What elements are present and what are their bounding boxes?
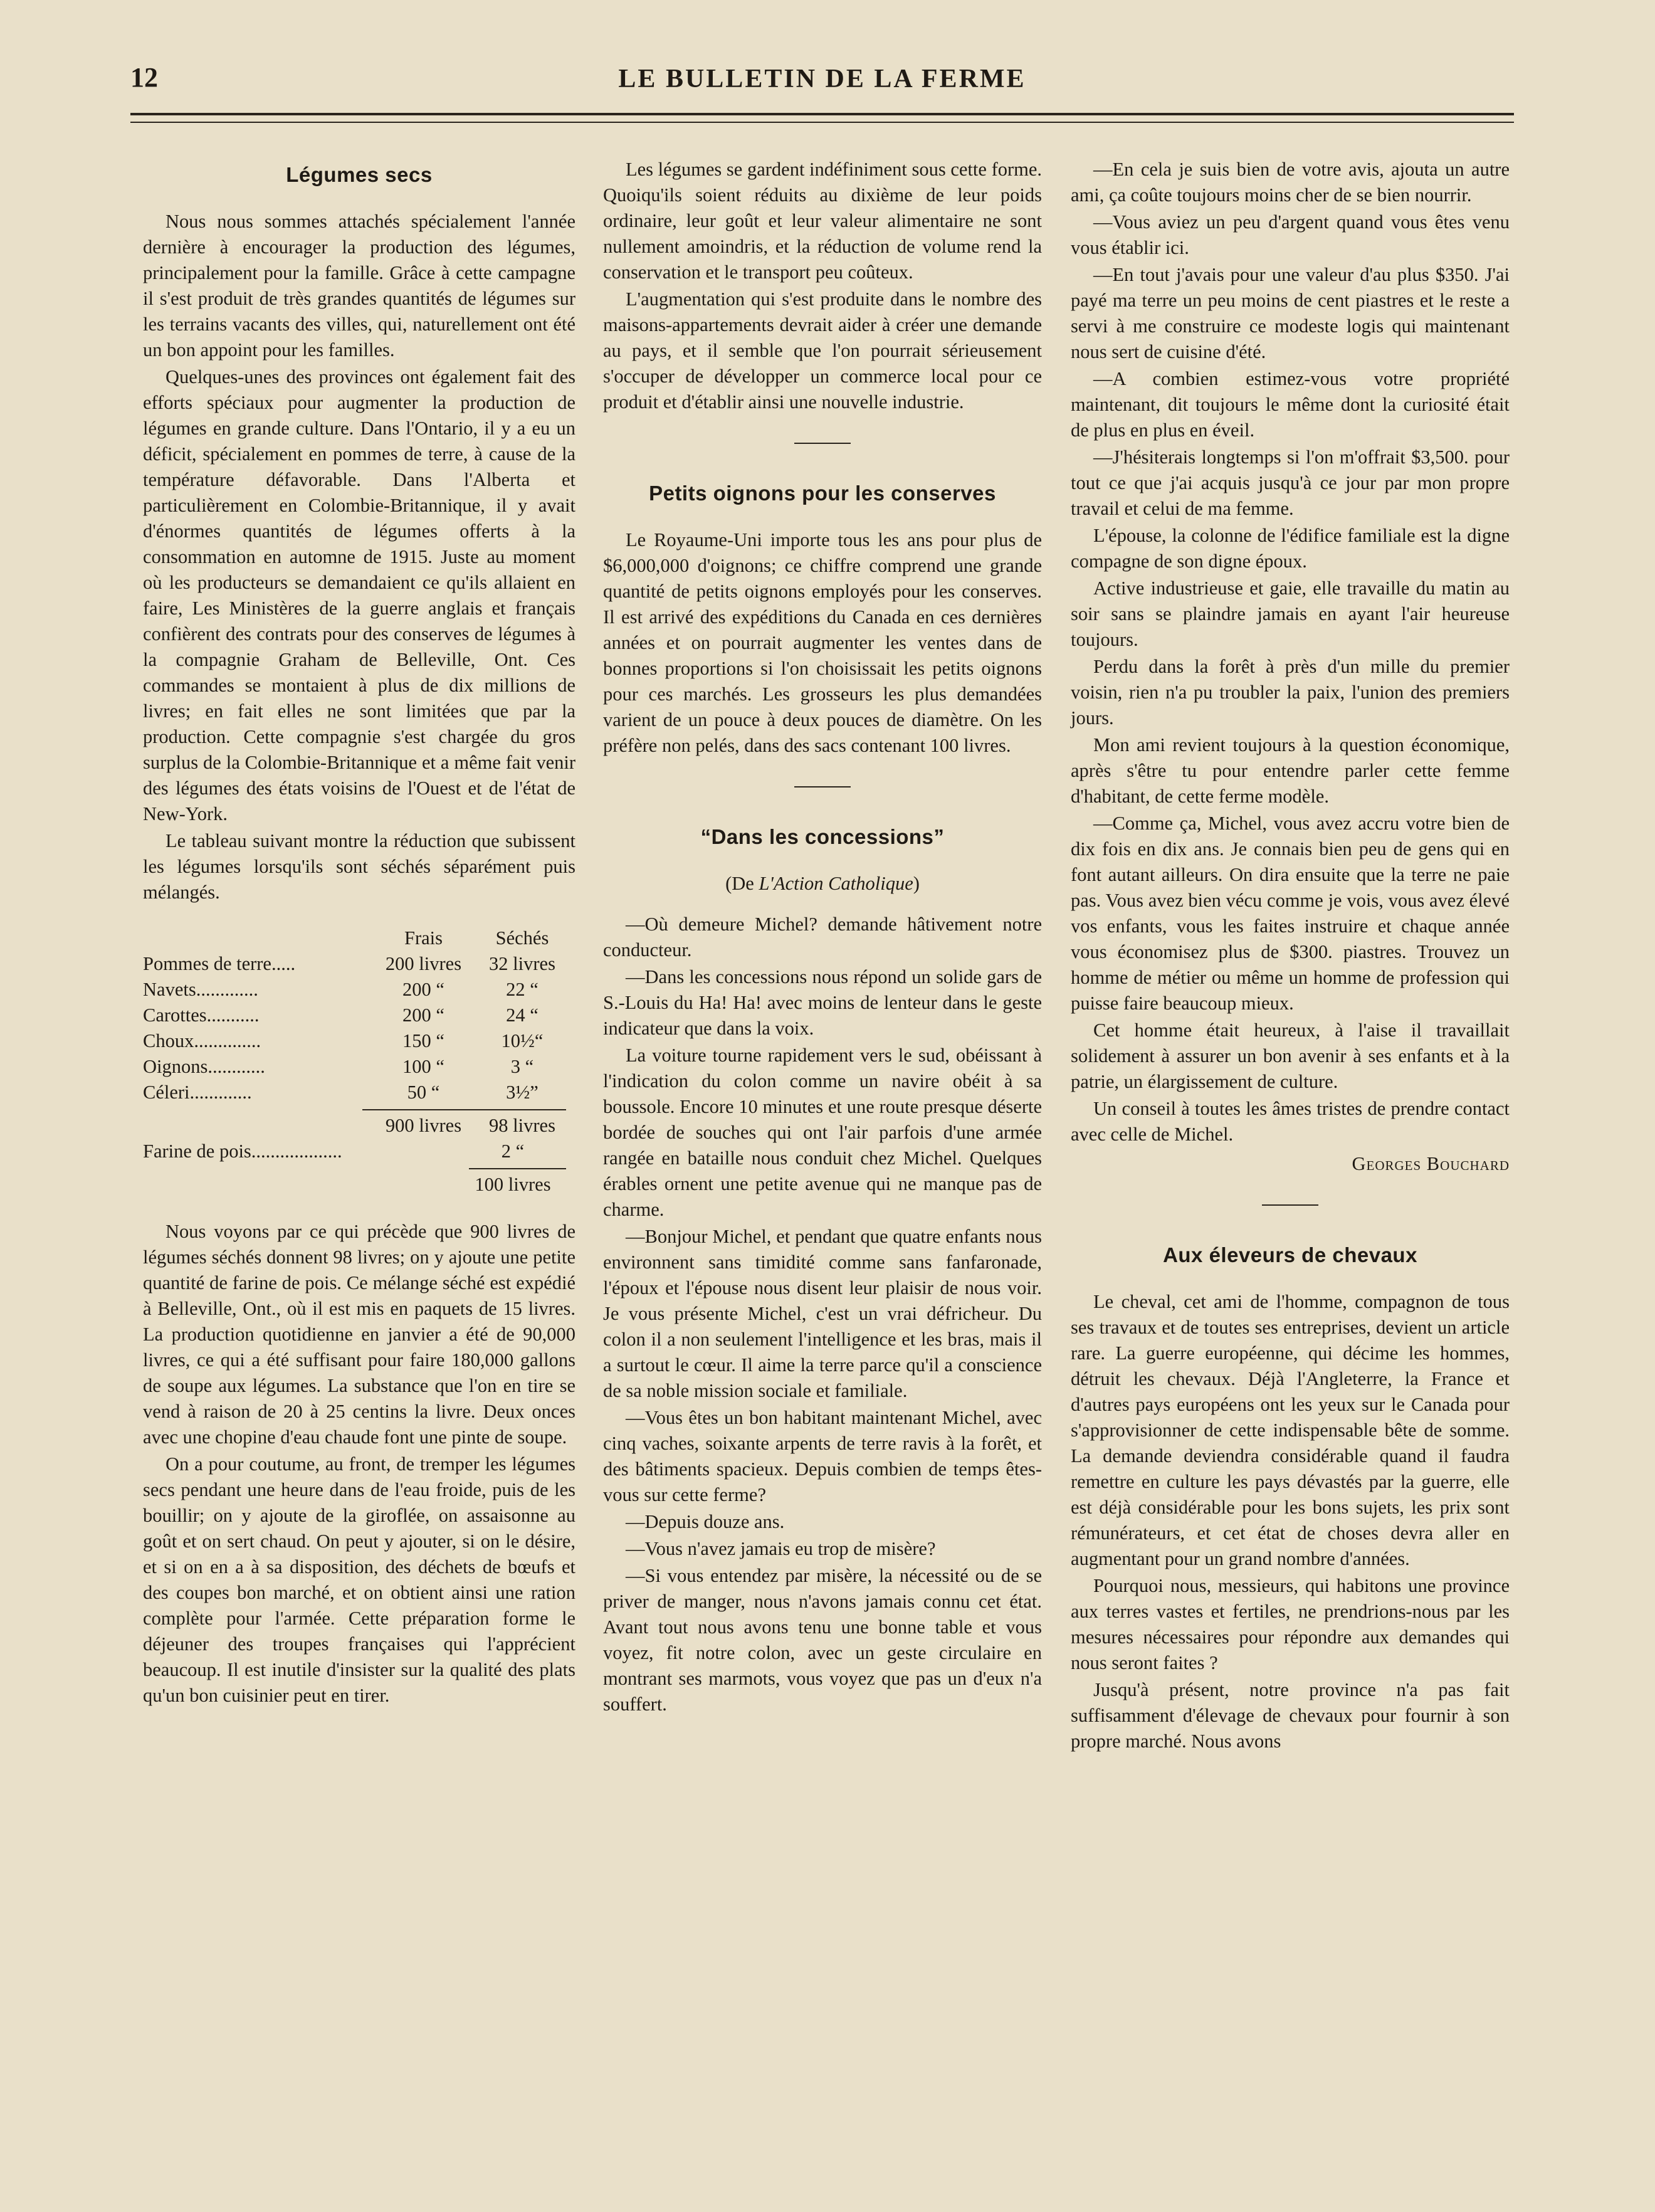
header-rule-thin xyxy=(130,122,1514,123)
table-row: Choux.............. 150 “ 10½“ xyxy=(143,1030,544,1051)
paragraph: Jusqu'à présent, notre province n'a pas fait suffisamment d'élevage de chevaux pour fournir à son propre marché. Nous avons xyxy=(1071,1679,1510,1752)
table-rule xyxy=(362,1109,566,1110)
paragraph: —Depuis douze ans. xyxy=(626,1511,785,1532)
table-total-row: 100 livres xyxy=(475,1174,551,1195)
paragraph: —J'hésiterais longtemps si l'on m'offrait $3,500. pour tout ce que j'ai acquis jusqu'à ce jour par mon propre travail et celui de ma femme. xyxy=(1071,446,1510,519)
running-header xyxy=(130,61,1514,97)
column-header-seches: Séchés xyxy=(495,927,549,949)
table-subtotal-row: 900 livres 98 livres xyxy=(385,1115,555,1136)
article-title-petits-oignons: Petits oignons pour les conserves xyxy=(649,482,996,505)
paragraph: Le Royaume-Uni importe tous les ans pour plus de $6,000,000 d'oignons; ce chiffre comprend une grande quantité de petits oignons employés pour les conserves. Il est arrivé des expéditions du Canada en ces dernières années et on pourrait augmenter les ventes dans de bonnes proportions si l'on choisissait les petits oignons pour ces marchés. Les grosseurs les plus demandées varient de un pouce à deux pouces de diamètre. On les préfère non pelés, dans des sacs contenant 100 livres. xyxy=(603,529,1042,756)
section-divider xyxy=(794,786,851,787)
table-row: Oignons............ 100 “ 3 “ xyxy=(143,1056,534,1077)
paragraph: —Dans les concessions nous répond un solide gars de S.-Louis du Ha! Ha! avec moins de lenteur dans le geste indicateur que dans la voix. xyxy=(603,966,1042,1039)
paragraph: —En tout j'avais pour une valeur d'au plus $350. J'ai payé ma terre un peu moins de cent piastres et le reste a servi à me construire ce modeste logis qui maintenant nous sert de cuisine d'été. xyxy=(1071,264,1510,362)
paragraph: L'épouse, la colonne de l'édifice familiale est la digne compagne de son digne époux. xyxy=(1071,525,1510,572)
paragraph: —Vous aviez un peu d'argent quand vous êtes venu vous établir ici. xyxy=(1071,211,1510,258)
section-divider xyxy=(1262,1204,1318,1206)
table-row-farine: Farine de pois................... 2 “ xyxy=(143,1140,525,1162)
paragraph: L'augmentation qui s'est produite dans le nombre des maisons-appartements devrait aider à créer une demande au pays, et il semble que l'on pourrait sérieusement s'occuper de développer un commerce local pour ce produit et d'établir ainsi une nouvelle industrie. xyxy=(603,288,1042,413)
paragraph: Active industrieuse et gaie, elle travaille du matin au soir sans se plaindre jamais en ayant l'air heureuse toujours. xyxy=(1071,577,1510,650)
journal-title: LE BULLETIN DE LA FERME xyxy=(618,65,1026,93)
article-title-concessions: “Dans les concessions” xyxy=(700,825,945,848)
paragraph: La voiture tourne rapidement vers le sud, obéissant à l'indication du colon comme un navire obéit à sa boussole. Encore 10 minutes et une route presque déserte bordée de souches qui ont l'air parfois d'une armée rangée en bataille nous conduit chez Michel. Quelques érables ornent une petite avenue qui ne manque pas de charme. xyxy=(603,1045,1042,1220)
paragraph: Un conseil à toutes les âmes tristes de prendre contact avec celle de Michel. xyxy=(1071,1098,1510,1145)
article-title-legumes-secs: Légumes secs xyxy=(286,163,433,186)
table-row: Céleri............. 50 “ 3½” xyxy=(143,1082,539,1103)
table-rule xyxy=(469,1168,566,1169)
page-number: 12 xyxy=(130,62,158,93)
paragraph: —A combien estimez-vous votre propriété maintenant, dit toujours le même dont la curiosité était de plus en plus en éveil. xyxy=(1071,368,1510,441)
vegetable-drying-table xyxy=(143,925,575,1198)
paragraph: —Vous n'avez jamais eu trop de misère? xyxy=(626,1538,936,1559)
column-header-frais: Frais xyxy=(404,927,443,949)
paragraph: —Comme ça, Michel, vous avez accru votre bien de dix fois en dix ans. Je connais bien peu de gens qui en font autant ailleurs. On dira ensuite que la terre ne paie pas. Vous avez bien vécu comme je vois, vous avez élevé vos enfants, vous les faites instruire et chaque année vous économisez plus de $300. piastres. Trouvez un homme de métier ou même un homme de profession qui puisse faire beaucoup mieux. xyxy=(1071,813,1510,1014)
paragraph: Quelques-unes des provinces ont également fait des efforts spéciaux pour augmenter la production de légumes en grande culture. Dans l'Ontario, il y a eu un déficit, spécialement en pommes de terre, à cause de la température défavorable. Dans l'Alberta et particulièrement en Colombie-Britannique, il y avait d'énormes quantités de légumes offerts à la consommation en automne de 1915. Juste au moment où les producteurs se demandaient ce qu'ils allaient en faire, Les Ministères de la guerre anglais et français confièrent des contrats pour des conserves de légumes à la compagnie Graham de Belleville, Ont. Ces commandes se montaient à plus de dix millions de livres; en fait elles ne sont limitées que par la production. Cette compagnie s'est chargée du gros surplus de la Colombie-Britannique et a même fait venir des légumes des états voisins de l'Ouest et de l'état de New-York. xyxy=(143,366,575,824)
paragraph: Le cheval, cet ami de l'homme, compagnon de tous ses travaux et de toutes ses entreprises, devient un article rare. La guerre européenne, qui décime les hommes, détruit les chevaux. Déjà l'Angleterre, la France et d'autres pays européens ont les yeux sur le Canada pour s'approvisionner de cette indispensable bête de somme. La demande deviendra considérable quand il faudra remettre en culture les pays dévastés par la guerre, elle est déjà considérable pour les bons sujets, les prix sont rémunérateurs, et cet état de choses devra aller en augmentant pour un grand nombre d'années. xyxy=(1071,1291,1510,1569)
column-right xyxy=(1071,157,1510,1754)
paragraph: Pourquoi nous, messieurs, qui habitons une province aux terres vastes et fertiles, ne prendrions-nous par les mesures nécessaires pour répondre aux demandes qui nous seront faites ? xyxy=(1071,1575,1510,1673)
column-left xyxy=(143,157,575,1709)
table-row: Navets............. 200 “ 22 “ xyxy=(143,979,539,1000)
author-signature: Georges Bouchard xyxy=(1352,1153,1510,1174)
paragraph: —Vous êtes un bon habitant maintenant Michel, avec cinq vaches, soixante arpents de terre ravis à la forêt, et des bâtiments spacieux. Depuis combien de temps êtes-vous sur cette ferme? xyxy=(603,1407,1042,1505)
paragraph: —En cela je suis bien de votre avis, ajouta un autre ami, ça coûte toujours moins cher de se bien nourrir. xyxy=(1071,159,1510,206)
table-row: Pommes de terre..... 200 livres 32 livres xyxy=(143,953,555,974)
column-middle xyxy=(603,157,1042,1717)
article-title-chevaux: Aux éleveurs de chevaux xyxy=(1163,1243,1417,1267)
paragraph: Perdu dans la forêt à près d'un mille du premier voisin, rien n'a pu troubler la paix, l'union des premiers jours. xyxy=(1071,656,1510,729)
section-divider xyxy=(794,443,851,444)
paragraph: On a pour coutume, au front, de tremper les légumes secs pendant une heure dans de l'eau froide, puis de les bouillir; on y ajoute de la giroflée, on assaisonne au goût et on sert chaud. On peut y ajouter, si on le désire, et si on en a à sa disposition, des déchets de bœufs et des coupes bon marché, et on obtient ainsi une ration complète pour l'armée. Cette préparation forme le déjeuner des troupes françaises qui l'apprécient beaucoup. Il est inutile d'insister sur la qualité des plats qu'un bon cuisinier peut en tirer. xyxy=(143,1453,575,1706)
table-header-row xyxy=(143,925,575,951)
paragraph: Les légumes se gardent indéfiniment sous cette forme. Quoiqu'ils soient réduits au dixième de leur poids ordinaire, leur goût et leur valeur alimentaire ne sont nullement amoindris, et la réduction de volume rend la conservation et le transport peu coûteux. xyxy=(603,159,1043,283)
paragraph: Le tableau suivant montre la réduction que subissent les légumes lorsqu'ils sont séchés séparément puis mélangés. xyxy=(143,830,575,903)
paragraph: —Si vous entendez par misère, la nécessité ou de se priver de manger, nous n'avons jamais connu cet état. Avant tout nous avons tenu une bonne table et vous voyez, fit notre colon, avec un geste circulaire en montrant ses marmots, vous voyez que pas un d'eux n'a souffert. xyxy=(603,1565,1042,1715)
article-source: (De L'Action Catholique) xyxy=(725,873,920,894)
paragraph: —Où demeure Michel? demande hâtivement notre conducteur. xyxy=(603,914,1042,961)
paragraph: Mon ami revient toujours à la question économique, après s'être tu pour entendre parler cette femme d'habitant, de cette ferme modèle. xyxy=(1071,734,1510,807)
paragraph: Nous nous sommes attachés spécialement l'année dernière à encourager la production des légumes, principalement pour la famille. Grâce à cette campagne il s'est produit de très grandes quantités de légumes sur les terrains vacants des villes, qui, naturellement ont été un bon appoint pour les familles. xyxy=(143,211,575,361)
table-row: Carottes........... 200 “ 24 “ xyxy=(143,1004,539,1026)
paragraph: Nous voyons par ce qui précède que 900 livres de légumes séchés donnent 98 livres; on y ajoute une petite quantité de farine de pois. Ce mélange séché est expédié à Belleville, Ont., où il est mis en paquets de 15 livres. La production quotidienne en janvier a été de 90,000 livres, ce qui a été suffisant pour faire 180,000 gallons de soupe aux légumes. La substance que l'on en tire se vend à raison de 20 à 25 centins la livre. Deux onces avec une chopine d'eau chaude font une pinte de soupe. xyxy=(143,1221,575,1448)
paragraph: —Bonjour Michel, et pendant que quatre enfants nous environnent sans timidité comme sans fanfaronade, l'époux et l'épouse nous disent leur plaisir de nous voir. Je vous présente Michel, c'est un vrai défricheur. Du colon il a non seulement l'intelligence et les bras, mais il a surtout le cœur. Il aime la terre parce qu'il a conscience de sa noble mission sociale et familiale. xyxy=(603,1226,1042,1401)
paragraph: Cet homme était heureux, à l'aise il travaillait solidement à assurer un bon avenir à ses enfants et à la patrie, un élargissement de culture. xyxy=(1071,1019,1510,1092)
header-rule-thick xyxy=(130,113,1514,115)
